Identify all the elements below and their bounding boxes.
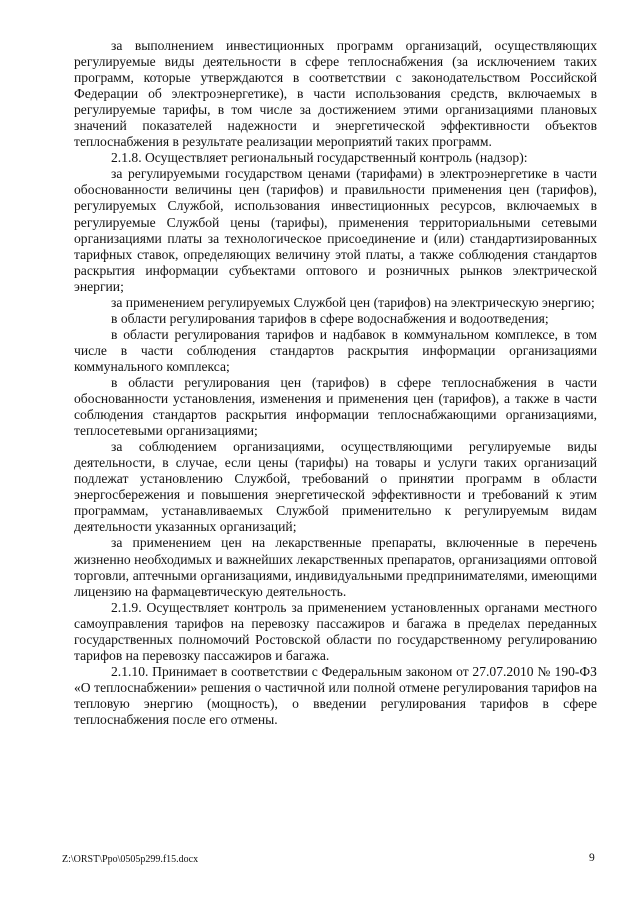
paragraph-water-supply: в области регулирования тарифов в сфере водоснабжения и водоотведения; xyxy=(111,310,549,326)
paragraph-2-1-9: 2.1.9. Осуществляет контроль за применением установленных органами местного самоуправления тарифов на перевозку пассажиров и багажа в пределах переданных государственных полномочий Ростовской области по государственному регулированию тарифов на перевозку пассажиров и багажа. xyxy=(74,599,597,663)
paragraph-heat-supply: в области регулирования цен (тарифов) в сфере теплоснабжения в части обоснованности установления, изменения и применения цен (тарифов), а также в части соблюдения стандартов раскрытия информации теплоснабжающими организациями, теплосетевыми организациями; xyxy=(74,374,597,439)
paragraph-medicines: за применением цен на лекарственные препараты, включенные в перечень жизненно необходимых и важнейших лекарственных препаратов, организациями оптовой торговли, аптечными организациями, индивидуальными предпринимателями, имеющими лицензию на фармацевтическую деятельность. xyxy=(74,535,597,599)
paragraph-investment-programs: за выполнением инвестиционных программ организаций, осуществляющих регулируемые виды деятельности в сфере теплоснабжения (за исключением таких программ, которые утверждаются в соответствии с законодательством Российской Федерации об электроэнергетике), в части использования средств, включаемых в регулируемые тарифы, в том числе за достижением этими организациями плановых значений показателей надежности и энергетической эффективности объектов теплоснабжения в результате реализации мероприятий таких программ. xyxy=(74,38,597,150)
document-body xyxy=(74,38,597,728)
paragraph-2-1-10: 2.1.10. Принимает в соответствии с Федеральным законом от 27.07.2010 № 190-ФЗ «О теплоснабжении» решения о частичной или полной отмене регулирования тарифов на тепловую энергию (мощность), о введении регулирования тарифов в сфере теплоснабжения после его отмены. xyxy=(74,663,597,727)
page-number: 9 xyxy=(589,852,595,864)
paragraph-2-1-8: 2.1.8. Осуществляет региональный государственный контроль (надзор): xyxy=(111,150,528,166)
paragraph-electric-energy-prices: за применением регулируемых Службой цен (тарифов) на электрическую энергию; xyxy=(111,294,595,310)
footer-file-path: Z:\ORST\Ppo\0505p299.f15.docx xyxy=(62,854,199,865)
paragraph-communal-complex: в области регулирования тарифов и надбавок в коммунальном комплексе, в том числе в части соблюдения стандартов раскрытия информации организациями коммунального комплекса; xyxy=(74,326,597,374)
paragraph-electricity-tariffs: за регулируемыми государством ценами (тарифами) в электроэнергетике в части обоснованности величины цен (тарифов) и правильности применения цен (тарифов), регулируемых Службой, использования инвестиционных ресурсов, включаемых в регулируемые Службой цены (тарифы), применения территориальными сетевыми организациями платы за технологическое присоединение и (или) стандартизированных тарифных ставок, определяющих величину этой платы, а также соблюдения стандартов раскрытия информации субъектами оптового и розничных рынков электрической энергии; xyxy=(74,166,597,294)
paragraph-energy-saving: за соблюдением организациями, осуществляющими регулируемые виды деятельности, в случае, если цены (тарифы) на товары и услуги таких организаций подлежат установлению Службой, требований о принятии программ в области энергосбережения и повышения энергетической эффективности и требований к этим программам, устанавливаемых Службой применительно к регулируемым видам деятельности указанных организаций; xyxy=(74,439,597,535)
